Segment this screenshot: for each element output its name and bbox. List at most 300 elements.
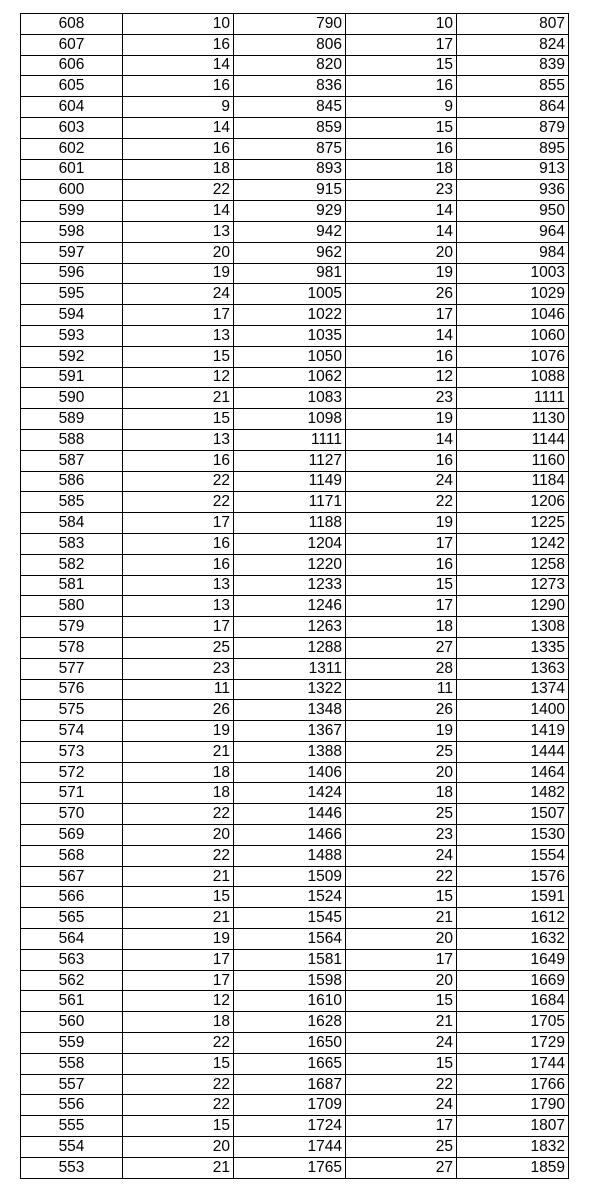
table-cell-score: 573 [21, 741, 123, 762]
table-cell-score: 599 [21, 201, 123, 222]
table-cell-cumulative-a: 942 [234, 221, 346, 242]
table-cell-cumulative-b: 1290 [457, 596, 569, 617]
table-cell-cumulative-a: 875 [234, 138, 346, 159]
table-cell-score: 553 [21, 1157, 123, 1178]
table-cell-count-a: 9 [123, 97, 234, 118]
table-cell-score: 555 [21, 1116, 123, 1137]
table-row [21, 721, 569, 742]
table-cell-score: 604 [21, 97, 123, 118]
table-row [21, 180, 569, 201]
table-cell-cumulative-b: 839 [457, 55, 569, 76]
table-cell-cumulative-a: 790 [234, 14, 346, 35]
table-cell-cumulative-a: 1263 [234, 617, 346, 638]
table-row [21, 201, 569, 222]
table-cell-count-b: 15 [346, 1053, 457, 1074]
table-cell-cumulative-b: 984 [457, 242, 569, 263]
table-cell-score: 568 [21, 845, 123, 866]
table-cell-cumulative-b: 1576 [457, 866, 569, 887]
table-row [21, 1116, 569, 1137]
table-cell-count-b: 17 [346, 1116, 457, 1137]
table-row [21, 1033, 569, 1054]
table-cell-score: 557 [21, 1074, 123, 1095]
table-cell-cumulative-a: 1246 [234, 596, 346, 617]
table-cell-cumulative-b: 807 [457, 14, 569, 35]
table-cell-score: 586 [21, 471, 123, 492]
table-cell-cumulative-b: 1832 [457, 1137, 569, 1158]
table-cell-count-b: 23 [346, 825, 457, 846]
table-cell-cumulative-b: 895 [457, 138, 569, 159]
table-cell-cumulative-b: 1419 [457, 721, 569, 742]
table-cell-count-b: 22 [346, 1074, 457, 1095]
table-row [21, 367, 569, 388]
table-cell-count-a: 18 [123, 762, 234, 783]
table-cell-count-a: 21 [123, 388, 234, 409]
table-cell-count-b: 23 [346, 180, 457, 201]
table-cell-cumulative-b: 1160 [457, 450, 569, 471]
table-cell-score: 602 [21, 138, 123, 159]
table-cell-cumulative-a: 1687 [234, 1074, 346, 1095]
table-row [21, 991, 569, 1012]
table-cell-cumulative-a: 1083 [234, 388, 346, 409]
table-cell-score: 582 [21, 554, 123, 575]
table-row [21, 513, 569, 534]
table-cell-cumulative-a: 962 [234, 242, 346, 263]
table-cell-count-b: 16 [346, 138, 457, 159]
table-cell-count-b: 26 [346, 700, 457, 721]
table-cell-score: 603 [21, 117, 123, 138]
table-row [21, 471, 569, 492]
table-cell-count-b: 24 [346, 845, 457, 866]
table-cell-count-b: 21 [346, 908, 457, 929]
table-cell-score: 578 [21, 637, 123, 658]
table-cell-cumulative-a: 859 [234, 117, 346, 138]
table-cell-count-a: 15 [123, 1053, 234, 1074]
table-cell-count-b: 11 [346, 679, 457, 700]
table-row [21, 637, 569, 658]
table-cell-count-b: 24 [346, 1095, 457, 1116]
table-cell-cumulative-a: 1545 [234, 908, 346, 929]
table-cell-count-b: 15 [346, 575, 457, 596]
table-cell-count-a: 17 [123, 970, 234, 991]
table-cell-cumulative-b: 1206 [457, 492, 569, 513]
table-cell-cumulative-a: 1111 [234, 429, 346, 450]
table-cell-count-a: 20 [123, 825, 234, 846]
table-row [21, 1012, 569, 1033]
table-cell-cumulative-a: 1724 [234, 1116, 346, 1137]
table-cell-cumulative-a: 845 [234, 97, 346, 118]
table-row [21, 159, 569, 180]
table-cell-count-a: 16 [123, 76, 234, 97]
table-cell-count-a: 16 [123, 533, 234, 554]
table-cell-cumulative-b: 1684 [457, 991, 569, 1012]
table-row [21, 221, 569, 242]
table-cell-count-b: 12 [346, 367, 457, 388]
table-cell-count-b: 18 [346, 159, 457, 180]
table-cell-score: 571 [21, 783, 123, 804]
table-cell-cumulative-a: 1466 [234, 825, 346, 846]
table-cell-count-b: 18 [346, 783, 457, 804]
table-row [21, 305, 569, 326]
table-cell-count-b: 19 [346, 513, 457, 534]
table-row [21, 575, 569, 596]
table-cell-count-a: 22 [123, 1074, 234, 1095]
table-cell-count-b: 15 [346, 117, 457, 138]
table-cell-cumulative-a: 1446 [234, 804, 346, 825]
table-cell-cumulative-a: 1524 [234, 887, 346, 908]
table-cell-cumulative-b: 1130 [457, 409, 569, 430]
table-row [21, 34, 569, 55]
table-cell-score: 563 [21, 949, 123, 970]
table-cell-cumulative-b: 879 [457, 117, 569, 138]
table-cell-score: 584 [21, 513, 123, 534]
table-cell-cumulative-b: 864 [457, 97, 569, 118]
table-cell-cumulative-b: 1790 [457, 1095, 569, 1116]
table-cell-count-a: 13 [123, 575, 234, 596]
table-row [21, 658, 569, 679]
table-cell-count-b: 27 [346, 1157, 457, 1178]
table-cell-count-b: 23 [346, 388, 457, 409]
table-cell-count-a: 15 [123, 887, 234, 908]
table-cell-count-a: 13 [123, 221, 234, 242]
table-cell-score: 565 [21, 908, 123, 929]
table-cell-count-b: 25 [346, 804, 457, 825]
table-cell-cumulative-a: 1322 [234, 679, 346, 700]
table-row [21, 284, 569, 305]
table-cell-count-b: 16 [346, 450, 457, 471]
table-cell-cumulative-b: 1273 [457, 575, 569, 596]
table-cell-cumulative-a: 929 [234, 201, 346, 222]
table-cell-cumulative-a: 1062 [234, 367, 346, 388]
table-cell-cumulative-a: 1610 [234, 991, 346, 1012]
table-row [21, 97, 569, 118]
table-cell-score: 569 [21, 825, 123, 846]
table-row [21, 741, 569, 762]
table-cell-score: 564 [21, 929, 123, 950]
table-cell-count-b: 14 [346, 429, 457, 450]
table-row [21, 554, 569, 575]
table-cell-cumulative-a: 1204 [234, 533, 346, 554]
table-row [21, 804, 569, 825]
table-cell-count-b: 15 [346, 887, 457, 908]
table-cell-cumulative-b: 1744 [457, 1053, 569, 1074]
table-cell-cumulative-a: 1311 [234, 658, 346, 679]
table-row [21, 55, 569, 76]
table-cell-cumulative-b: 1046 [457, 305, 569, 326]
table-row [21, 783, 569, 804]
table-cell-count-a: 22 [123, 1095, 234, 1116]
table-cell-score: 576 [21, 679, 123, 700]
table-cell-count-b: 25 [346, 1137, 457, 1158]
table-cell-cumulative-b: 1632 [457, 929, 569, 950]
table-row [21, 845, 569, 866]
table-cell-count-a: 17 [123, 617, 234, 638]
table-cell-cumulative-a: 1188 [234, 513, 346, 534]
table-cell-cumulative-b: 1859 [457, 1157, 569, 1178]
table-row [21, 1157, 569, 1178]
table-row [21, 1074, 569, 1095]
table-row [21, 949, 569, 970]
table-cell-cumulative-a: 1388 [234, 741, 346, 762]
table-cell-cumulative-b: 1705 [457, 1012, 569, 1033]
table-cell-score: 606 [21, 55, 123, 76]
table-cell-cumulative-a: 1022 [234, 305, 346, 326]
table-cell-count-b: 16 [346, 554, 457, 575]
table-cell-count-a: 22 [123, 471, 234, 492]
table-row [21, 138, 569, 159]
table-cell-count-a: 10 [123, 14, 234, 35]
table-cell-cumulative-b: 1507 [457, 804, 569, 825]
table-cell-cumulative-b: 1225 [457, 513, 569, 534]
table-cell-score: 587 [21, 450, 123, 471]
table-cell-cumulative-b: 1076 [457, 346, 569, 367]
table-cell-count-b: 15 [346, 991, 457, 1012]
table-cell-score: 575 [21, 700, 123, 721]
table-cell-count-a: 14 [123, 201, 234, 222]
table-cell-cumulative-b: 1374 [457, 679, 569, 700]
score-table-body [21, 14, 569, 1179]
table-cell-cumulative-b: 964 [457, 221, 569, 242]
table-cell-count-b: 16 [346, 346, 457, 367]
table-cell-cumulative-a: 893 [234, 159, 346, 180]
table-cell-count-b: 17 [346, 34, 457, 55]
table-cell-score: 591 [21, 367, 123, 388]
table-row [21, 679, 569, 700]
table-cell-cumulative-b: 1482 [457, 783, 569, 804]
table-cell-count-b: 27 [346, 637, 457, 658]
table-cell-score: 570 [21, 804, 123, 825]
table-cell-count-b: 19 [346, 263, 457, 284]
table-cell-cumulative-b: 913 [457, 159, 569, 180]
table-cell-count-a: 19 [123, 721, 234, 742]
table-cell-score: 596 [21, 263, 123, 284]
table-cell-cumulative-a: 806 [234, 34, 346, 55]
table-cell-cumulative-a: 1367 [234, 721, 346, 742]
table-cell-score: 561 [21, 991, 123, 1012]
table-cell-score: 560 [21, 1012, 123, 1033]
table-cell-score: 593 [21, 325, 123, 346]
table-cell-count-a: 21 [123, 741, 234, 762]
table-cell-count-b: 15 [346, 55, 457, 76]
table-row [21, 388, 569, 409]
table-cell-cumulative-b: 1554 [457, 845, 569, 866]
table-cell-score: 558 [21, 1053, 123, 1074]
table-cell-count-a: 23 [123, 658, 234, 679]
table-row [21, 76, 569, 97]
table-cell-cumulative-a: 915 [234, 180, 346, 201]
table-cell-score: 590 [21, 388, 123, 409]
table-cell-cumulative-b: 1464 [457, 762, 569, 783]
table-cell-count-a: 19 [123, 929, 234, 950]
table-cell-count-a: 15 [123, 346, 234, 367]
table-cell-cumulative-b: 1308 [457, 617, 569, 638]
table-row [21, 1137, 569, 1158]
table-cell-cumulative-a: 1171 [234, 492, 346, 513]
table-cell-count-a: 22 [123, 1033, 234, 1054]
table-cell-count-a: 22 [123, 804, 234, 825]
table-cell-count-b: 19 [346, 721, 457, 742]
table-cell-count-b: 24 [346, 471, 457, 492]
table-cell-cumulative-a: 820 [234, 55, 346, 76]
table-cell-cumulative-b: 1111 [457, 388, 569, 409]
table-cell-count-a: 19 [123, 263, 234, 284]
table-row [21, 970, 569, 991]
table-cell-cumulative-b: 1258 [457, 554, 569, 575]
table-cell-count-b: 17 [346, 305, 457, 326]
table-cell-cumulative-a: 836 [234, 76, 346, 97]
table-cell-count-a: 13 [123, 325, 234, 346]
table-cell-cumulative-b: 1530 [457, 825, 569, 846]
table-cell-cumulative-b: 824 [457, 34, 569, 55]
table-cell-cumulative-b: 1060 [457, 325, 569, 346]
table-row [21, 617, 569, 638]
table-cell-count-b: 20 [346, 929, 457, 950]
table-cell-score: 579 [21, 617, 123, 638]
table-cell-count-a: 20 [123, 242, 234, 263]
table-cell-count-b: 14 [346, 201, 457, 222]
table-cell-cumulative-a: 1765 [234, 1157, 346, 1178]
table-row [21, 866, 569, 887]
table-cell-count-b: 16 [346, 76, 457, 97]
table-cell-count-b: 10 [346, 14, 457, 35]
table-cell-cumulative-a: 1665 [234, 1053, 346, 1074]
table-cell-cumulative-a: 1348 [234, 700, 346, 721]
table-cell-count-a: 18 [123, 1012, 234, 1033]
table-row [21, 700, 569, 721]
table-row [21, 533, 569, 554]
table-cell-cumulative-a: 1127 [234, 450, 346, 471]
table-cell-score: 583 [21, 533, 123, 554]
table-cell-score: 567 [21, 866, 123, 887]
table-cell-score: 589 [21, 409, 123, 430]
table-cell-count-a: 13 [123, 596, 234, 617]
table-cell-count-a: 22 [123, 845, 234, 866]
table-cell-count-b: 14 [346, 221, 457, 242]
table-cell-count-a: 26 [123, 700, 234, 721]
table-cell-score: 598 [21, 221, 123, 242]
table-cell-score: 580 [21, 596, 123, 617]
table-cell-score: 559 [21, 1033, 123, 1054]
table-cell-cumulative-b: 1335 [457, 637, 569, 658]
table-cell-count-b: 18 [346, 617, 457, 638]
table-cell-count-a: 17 [123, 949, 234, 970]
table-cell-score: 594 [21, 305, 123, 326]
table-cell-cumulative-b: 1088 [457, 367, 569, 388]
table-cell-count-a: 21 [123, 866, 234, 887]
table-cell-count-a: 12 [123, 367, 234, 388]
table-cell-count-a: 15 [123, 409, 234, 430]
table-cell-score: 554 [21, 1137, 123, 1158]
table-cell-count-b: 26 [346, 284, 457, 305]
table-cell-cumulative-b: 1400 [457, 700, 569, 721]
table-cell-score: 574 [21, 721, 123, 742]
table-row [21, 908, 569, 929]
table-row [21, 242, 569, 263]
table-cell-count-a: 18 [123, 159, 234, 180]
table-cell-score: 581 [21, 575, 123, 596]
table-cell-cumulative-b: 1184 [457, 471, 569, 492]
table-cell-score: 600 [21, 180, 123, 201]
table-cell-count-a: 13 [123, 429, 234, 450]
table-cell-count-a: 20 [123, 1137, 234, 1158]
table-cell-cumulative-b: 1144 [457, 429, 569, 450]
table-row [21, 887, 569, 908]
table-cell-cumulative-b: 1444 [457, 741, 569, 762]
table-cell-cumulative-a: 1288 [234, 637, 346, 658]
table-cell-cumulative-a: 1149 [234, 471, 346, 492]
table-cell-count-a: 16 [123, 34, 234, 55]
table-cell-count-b: 20 [346, 970, 457, 991]
table-row [21, 14, 569, 35]
table-cell-cumulative-b: 1729 [457, 1033, 569, 1054]
table-cell-cumulative-b: 1649 [457, 949, 569, 970]
table-row [21, 1095, 569, 1116]
table-cell-score: 607 [21, 34, 123, 55]
table-cell-count-a: 17 [123, 513, 234, 534]
table-row [21, 929, 569, 950]
table-cell-count-a: 18 [123, 783, 234, 804]
table-cell-cumulative-a: 1406 [234, 762, 346, 783]
table-row [21, 1053, 569, 1074]
table-cell-cumulative-a: 1424 [234, 783, 346, 804]
table-cell-cumulative-a: 1050 [234, 346, 346, 367]
table-row [21, 346, 569, 367]
table-cell-count-a: 16 [123, 138, 234, 159]
table-cell-count-a: 16 [123, 450, 234, 471]
table-cell-count-b: 28 [346, 658, 457, 679]
table-cell-count-b: 22 [346, 866, 457, 887]
table-row [21, 596, 569, 617]
table-cell-count-b: 20 [346, 242, 457, 263]
table-cell-cumulative-a: 1598 [234, 970, 346, 991]
table-cell-count-a: 21 [123, 1157, 234, 1178]
table-cell-count-a: 24 [123, 284, 234, 305]
table-cell-cumulative-b: 1766 [457, 1074, 569, 1095]
table-cell-score: 605 [21, 76, 123, 97]
table-cell-count-a: 25 [123, 637, 234, 658]
table-cell-score: 608 [21, 14, 123, 35]
table-cell-score: 588 [21, 429, 123, 450]
table-cell-cumulative-a: 1650 [234, 1033, 346, 1054]
table-cell-cumulative-b: 950 [457, 201, 569, 222]
table-cell-count-b: 19 [346, 409, 457, 430]
table-cell-count-a: 22 [123, 180, 234, 201]
table-cell-count-a: 12 [123, 991, 234, 1012]
table-cell-count-b: 21 [346, 1012, 457, 1033]
table-cell-count-a: 17 [123, 305, 234, 326]
table-cell-cumulative-b: 936 [457, 180, 569, 201]
table-cell-count-b: 24 [346, 1033, 457, 1054]
table-row [21, 429, 569, 450]
table-cell-count-a: 16 [123, 554, 234, 575]
table-cell-count-b: 17 [346, 596, 457, 617]
table-cell-score: 597 [21, 242, 123, 263]
table-row [21, 492, 569, 513]
table-cell-cumulative-a: 1509 [234, 866, 346, 887]
table-cell-cumulative-a: 1564 [234, 929, 346, 950]
table-cell-count-a: 14 [123, 55, 234, 76]
table-cell-count-b: 17 [346, 533, 457, 554]
table-cell-cumulative-b: 1029 [457, 284, 569, 305]
table-cell-count-a: 14 [123, 117, 234, 138]
table-cell-count-b: 20 [346, 762, 457, 783]
table-cell-cumulative-a: 1581 [234, 949, 346, 970]
table-row [21, 263, 569, 284]
table-row [21, 325, 569, 346]
table-cell-cumulative-b: 1242 [457, 533, 569, 554]
table-cell-count-a: 15 [123, 1116, 234, 1137]
table-cell-score: 577 [21, 658, 123, 679]
table-row [21, 450, 569, 471]
